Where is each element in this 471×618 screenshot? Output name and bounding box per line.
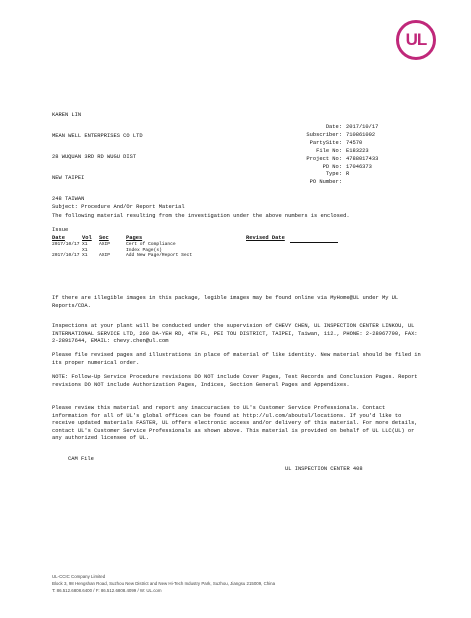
- meta-value: 4788017433: [346, 155, 379, 162]
- cell-date: 2017/10/17: [52, 242, 80, 247]
- meta-label: PD No:: [322, 163, 342, 170]
- footer-address: Block 3, 98 Hengshan Road, Suzhou New District and New Hi-Tech Industry Park, Suzhou, Jiangsu 215009, China: [52, 581, 276, 586]
- table-header: [52, 235, 285, 242]
- meta-row-partysite: [280, 140, 426, 148]
- ul-logo-icon: UL: [396, 20, 436, 60]
- header-revised-date: Revised Date: [246, 235, 285, 241]
- meta-row-project-no: [280, 156, 426, 164]
- cell-sec: AXIP: [99, 253, 111, 259]
- file-revised-paragraph: Please file revised pages and illustrations in place of material of like identity. New material should be filed in its proper numerical order.: [52, 352, 421, 366]
- meta-label: PO Number:: [309, 179, 342, 186]
- cell-vol: X1: [82, 253, 88, 259]
- document-meta: [280, 124, 426, 187]
- meta-label: Subscriber:: [306, 131, 342, 138]
- inspections-paragraph: Inspections at your plant will be conducted under the supervision of CHEVY CHEN, UL INSPECTION CENTER LINKOU, UL INTERNATIONAL SERVICE LTD, 260 DA-YEH RD, 4TH FL, PEI TOU DISTRICT, TAIPEI, Taiwan, 112., PHONE: 2-28967790, FAX: 2-28917644, EMAIL: chevy.chen@ul.com: [52, 323, 418, 345]
- cell-date: 2017/10/17: [52, 253, 80, 259]
- address-line: KAREN LIN: [52, 112, 82, 118]
- meta-row-date: [280, 124, 426, 132]
- meta-row-file-no: [280, 148, 426, 156]
- cell-sec: AXIP: [99, 242, 111, 247]
- header-sec: Sec: [99, 235, 109, 241]
- meta-value: R: [346, 171, 350, 178]
- footer-company: UL-CCIC Company Limited: [52, 574, 106, 579]
- cc-line: CAM File: [68, 456, 94, 462]
- address-line: 28 WUQUAN 3RD RD WUGU DIST: [52, 154, 137, 160]
- meta-label: File No:: [316, 147, 342, 154]
- meta-label: PartySite:: [309, 139, 342, 146]
- materials-table: [52, 235, 285, 259]
- issue-label: Issue: [52, 227, 69, 233]
- meta-label: Type:: [325, 171, 342, 178]
- meta-value: 74570: [346, 139, 363, 146]
- signature-line: UL INSPECTION CENTER 408: [285, 466, 363, 472]
- header-pages: Pages: [126, 235, 143, 241]
- address-line: MEAN WELL ENTERPRISES CO LTD: [52, 133, 143, 139]
- note-paragraph: NOTE: Follow-Up Service Procedure revisions DO NOT include Cover Pages, Test Records and Conclusion Pages. Report revisions DO NOT include Authorization Pages, Indices, Section General Pages and Appendixes.: [52, 374, 418, 388]
- meta-label: Date:: [325, 124, 342, 130]
- page-footer: [52, 573, 275, 594]
- revised-date-underline: [290, 242, 338, 243]
- header-vol: Vol: [82, 235, 92, 241]
- subject-line: Subject: Procedure And/Or Report Material: [52, 204, 185, 210]
- cell-pages: Index Page(s): [126, 247, 162, 253]
- meta-value: [346, 179, 426, 187]
- footer-contact: T: 86.512.6808.6400 / F: 86.512.6808.4099 / W: UL.com: [52, 588, 162, 593]
- meta-value: 2017/10/17: [346, 124, 379, 130]
- meta-row-subscriber: [280, 132, 426, 140]
- meta-row-type: [280, 171, 426, 179]
- cell-pages: Add New Page/Report Sect: [126, 253, 193, 259]
- meta-row-pd-no: [280, 164, 426, 172]
- cell-vol: X1: [82, 242, 88, 247]
- recipient-address: [52, 98, 143, 210]
- meta-row-po-number: [280, 179, 426, 187]
- review-paragraph: Please review this material and report any inaccuracies to UL's Customer Service Professionals. Contact information for all of UL's global offices can be found at http://ul.com/aboutul/locations. If you'd like to receive updated materials FASTER, UL offers electronic access and/or delivery of this material. For more details, contact UL's Customer Service Professionals as shown above. This material is provided on behalf of UL LLC(UL) or any authorized licensee of UL.: [52, 405, 418, 442]
- meta-label: Project No:: [306, 155, 342, 162]
- cell-vol: X1: [82, 247, 88, 253]
- meta-value: 710861002: [346, 131, 376, 138]
- cell-pages: Cert of Compliance: [126, 242, 176, 247]
- meta-value: 17046373: [346, 163, 372, 170]
- table-row: [52, 253, 285, 259]
- header-date: Date: [52, 235, 65, 241]
- address-line: 248 TAIWAN: [52, 196, 85, 202]
- illegible-images-paragraph: If there are illegible images in this package, legible images may be found online via MyHome@UL under My UL Reports/CDA.: [52, 295, 399, 309]
- address-line: NEW TAIPEI: [52, 175, 85, 181]
- meta-value: E183223: [346, 147, 369, 154]
- intro-line: The following material resulting from the investigation under the above numbers is enclosed.: [52, 213, 350, 219]
